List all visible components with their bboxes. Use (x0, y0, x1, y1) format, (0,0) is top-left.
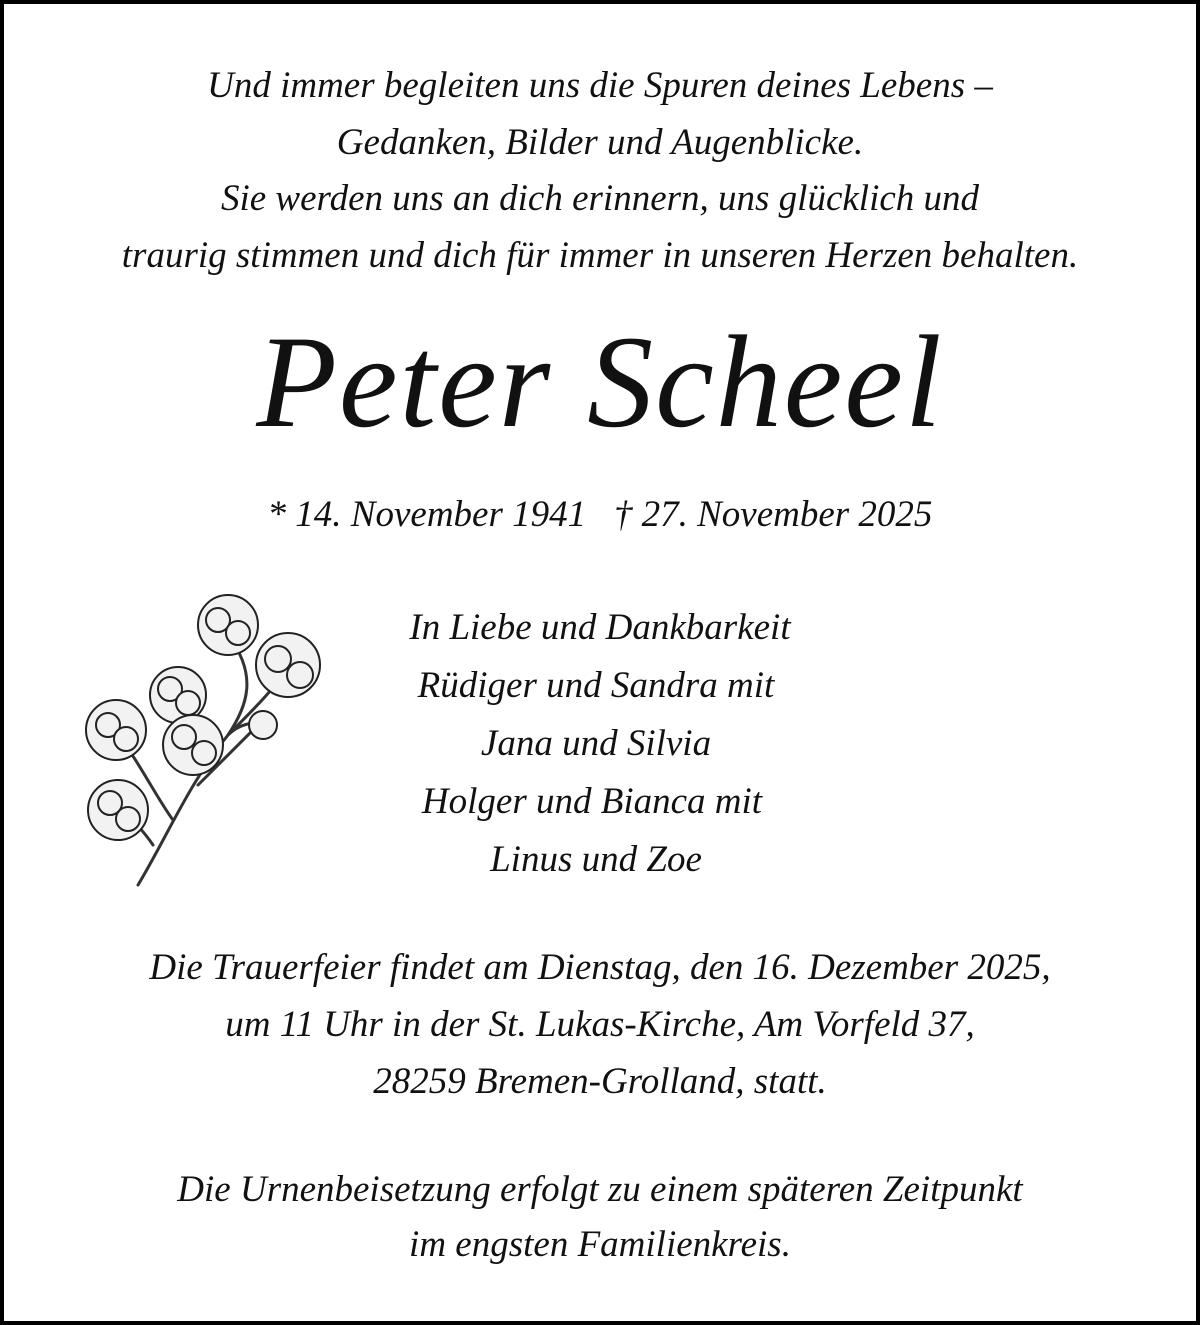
family-line: In Liebe und Dankbarkeit (409, 607, 791, 648)
burial-line: Die Urnenbeisetzung erfolgt zu einem späteren Zeitpunkt (177, 1169, 1023, 1210)
funeral-line: Die Trauerfeier findet am Dienstag, den 16. Dezember 2025, (149, 947, 1051, 988)
family-line: Holger und Bianca mit (421, 781, 763, 822)
family-line: Linus und Zoe (490, 839, 702, 880)
deceased-name: Peter Scheel (256, 308, 944, 455)
family-line: Rüdiger und Sandra mit (417, 665, 775, 706)
quote-line: Sie werden uns an dich erinnern, uns glücklich und (220, 178, 980, 219)
quote-line: Gedanken, Bilder und Augenblicke. (336, 122, 864, 163)
funeral-line: um 11 Uhr in der St. Lukas-Kirche, Am Vorfeld 37, (225, 1004, 975, 1045)
life-dates: * 14. November 1941 † 27. November 2025 (267, 494, 933, 535)
family-line: Jana und Silvia (480, 723, 712, 764)
quote-line: Und immer begleiten uns die Spuren deines Lebens – (207, 65, 993, 106)
quote-line: traurig stimmen und dich für immer in unseren Herzen behalten. (121, 235, 1079, 276)
burial-line: im engsten Familienkreis. (409, 1224, 791, 1265)
funeral-line: 28259 Bremen-Grolland, statt. (373, 1061, 827, 1102)
